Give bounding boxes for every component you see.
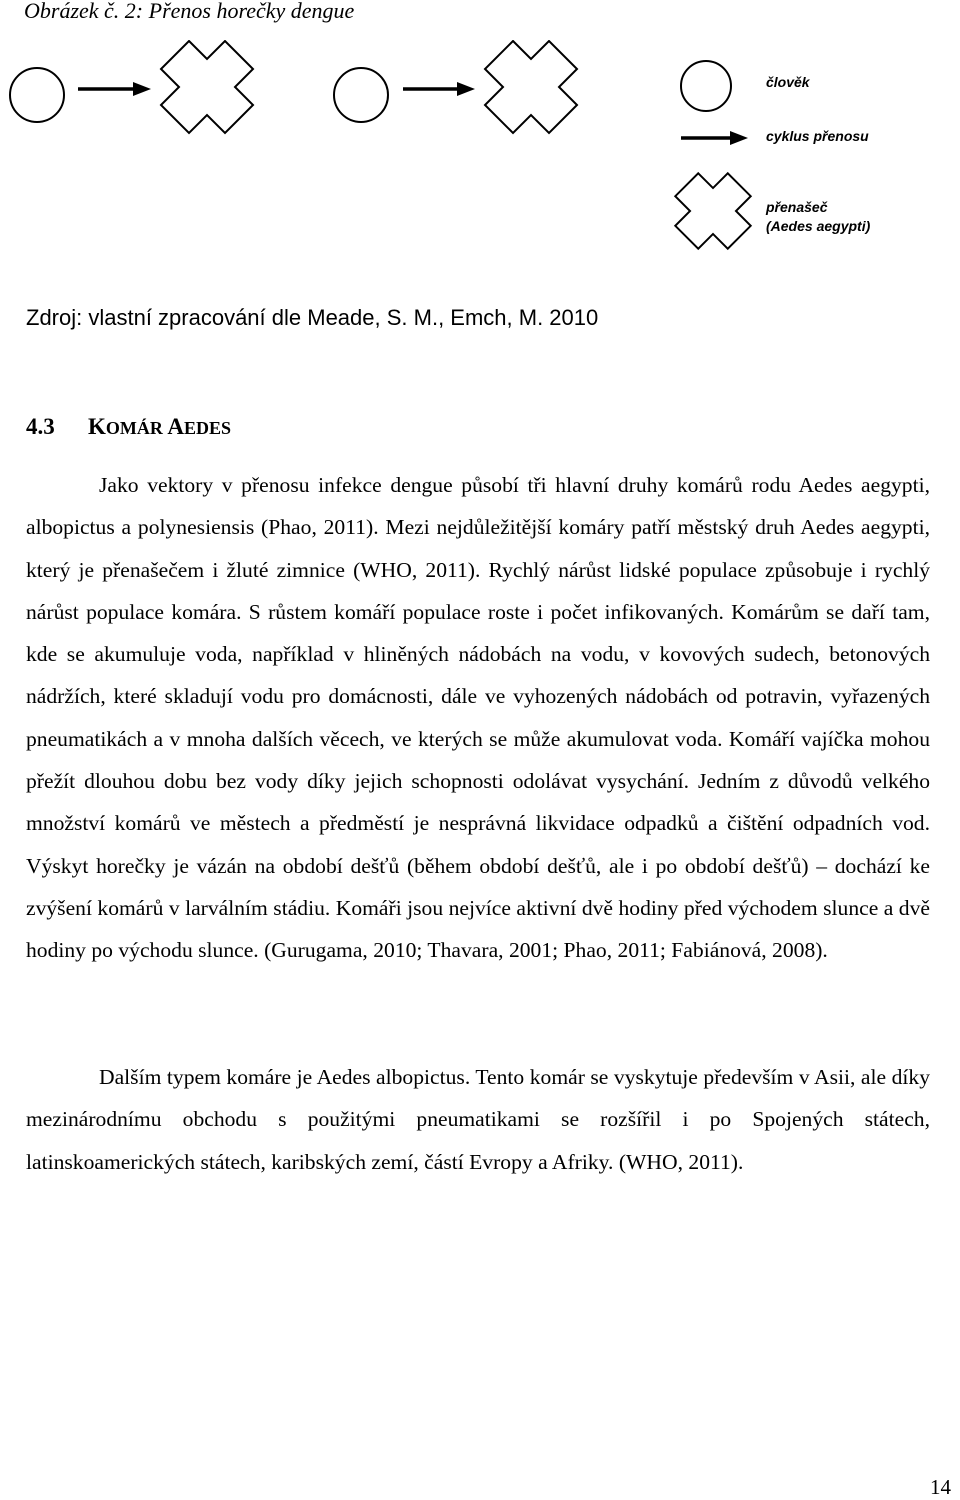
legend-arrow-right-icon [681, 131, 748, 145]
vector-cross-icon [161, 41, 253, 133]
section-number: 4.3 [26, 414, 55, 439]
arrow-right-icon [78, 82, 151, 96]
human-circle-icon [10, 68, 64, 122]
body-paragraph: Jako vektory v přenosu infekce dengue působí tři hlavní druhy komárů rodu Aedes aegypti, albopictus a polynesiensis (Phao, 2011). Mezi nejdůležitější komáry patří městský druh Aedes aegypti, který je přenašečem i žluté zimnice (WHO, 2011). Rychlý nárůst lidské populace způsobuje i rychlý nárůst populace komára. S růstem komáří populace roste i počet infikovaných. Komárům se daří tam, kde se akumuluje voda, například v hliněných nádobách na vodu, v kovových sudech, betonových nádržích, které skladují vodu pro domácnosti, dále ve vyhozených nádobách od potravin, vyřazených pneumatikách a v mnoha dalších věcech, ve kterých se může akumulovat voda. Komáří vajíčka mohou přežít dlouhou dobu bez vody díky jejich schopnosti odolávat vysychání. Jedním z důvodů velkého množství komárů ve městech a předměstí je nesprávná likvidace odpadků a čištění odpadních vod. Výskyt horečky je vázán na období dešťů (během období dešťů, ale i po období dešťů) – dochází ke zvýšení komárů v larválním stádiu. Komáři jsou nejvíce aktivní dvě hodiny před východem slunce a dvě hodiny po východu slunce. (Gurugama, 2010; Thavara, 2001; Phao, 2011; Fabiánová, 2008). [26, 473, 930, 963]
page-number: 14 [930, 1475, 951, 1499]
figure-caption: Obrázek č. 2: Přenos horečky dengue [24, 0, 355, 23]
legend-vector-cross-icon [675, 173, 750, 248]
human-circle-icon [334, 68, 388, 122]
figure-source: Zdroj: vlastní zpracování dle Meade, S. M., Emch, M. 2010 [26, 305, 599, 330]
section-title-initial-a: A [167, 414, 185, 439]
legend-human-label: člověk [766, 74, 810, 90]
legend-cycle-label: cyklus přenosu [766, 128, 869, 144]
body-paragraph-1-container [26, 464, 930, 972]
body-paragraph-2-container [26, 1056, 930, 1183]
section-heading [26, 414, 231, 440]
transmission-diagram [0, 40, 960, 260]
arrow-right-icon [403, 82, 475, 96]
body-paragraph: Dalším typem komáre je Aedes albopictus. Tento komár se vyskytuje především v Asii, ale díky mezinárodnímu obchodu s použitými pneumatikami se rozšířil i po Spojených státech, latinskoamerických státech, karibských zemí, částí Evropy a Afriky. (WHO, 2011). [26, 1065, 930, 1174]
section-title-initial-k: K [88, 414, 106, 439]
section-title-rest-edes: EDES [184, 418, 232, 438]
legend-vector-label-line1: přenašeč [766, 199, 828, 215]
vector-cross-icon [485, 41, 577, 133]
legend-human-circle-icon [681, 61, 731, 111]
section-title-rest-omar: OMÁR [105, 418, 168, 438]
legend-vector-label-line2: (Aedes aegypti) [766, 218, 871, 234]
